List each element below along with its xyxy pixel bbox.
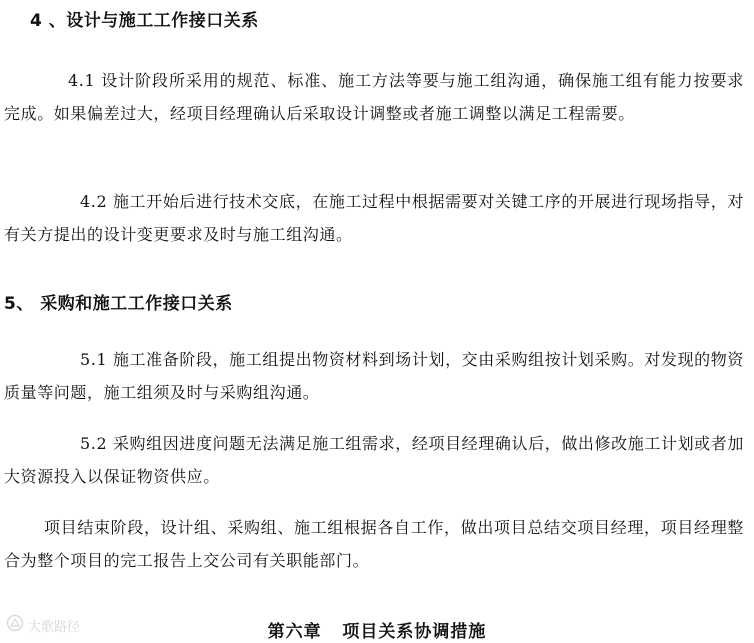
paragraph-5-1: 5.1 施工准备阶段，施工组提出物资材料到场计划，交由采购组按计划采购。对发现的物资质量等问题，施工组须及时与采购组沟通。 [4,350,744,402]
paragraph-4-2: 4.2 施工开始后进行技术交底，在施工过程中根据需要对关键工序的开展进行现场指导，对有关方提出的设计变更要求及时与施工组沟通。 [4,192,744,244]
closing-paragraph: 项目结束阶段，设计组、采购组、施工组根据各自工作，做出项目总结交项目经理，项目经理整合为整个项目的完工报告上交公司有关职能部门。 [4,518,744,570]
paragraph-5-2: 5.2 采购组因进度问题无法满足施工组需求，经项目经理确认后，做出修改施工计划或者加大资源投入以保证物资供应。 [4,434,744,486]
watermark-text: 大歌路径 [28,619,81,635]
paragraph-4-1: 4.1 设计阶段所采用的规范、标准、施工方法等要与施工组沟通，确保施工组有能力按要求完成。如果偏差过大，经项目经理确认后采取设计调整或者施工调整以满足工程需要。 [4,71,744,123]
section-4-heading: 4 、设计与施工工作接口关系 [30,11,259,31]
section-5-heading: 5、 采购和施工工作接口关系 [4,294,233,314]
watermark-logo-icon [6,614,24,636]
watermark [6,614,80,636]
chapter-title: 第六章 项目关系协调措施 [267,622,487,642]
